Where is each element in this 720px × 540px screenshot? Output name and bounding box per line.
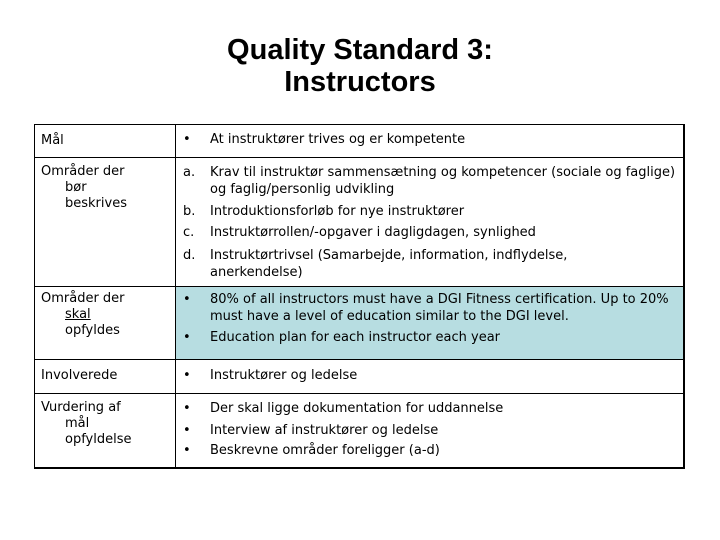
- list-item-text: Beskrevne områder foreligger (a-d): [210, 443, 440, 458]
- column-divider: [175, 125, 176, 157]
- list-item-text: Instruktører og ledelse: [210, 368, 358, 383]
- column-divider: [175, 360, 176, 393]
- list-item-text: Der skal ligge dokumentation for uddannelse: [210, 401, 504, 416]
- row-label-line: Områder der: [41, 164, 125, 179]
- row-label-line: opfyldes: [65, 323, 120, 338]
- row-label-line: Vurdering af: [41, 400, 121, 415]
- list-item-text: Introduktionsforløb for nye instruktører: [210, 204, 465, 219]
- row-label-omraader-beskrives: [41, 164, 171, 212]
- title-line-2: Instructors: [284, 66, 436, 98]
- bullet-icon: •: [183, 443, 191, 458]
- row-label-line: bør: [65, 180, 87, 195]
- list-marker: c.: [183, 225, 195, 240]
- list-marker: b.: [183, 204, 196, 219]
- bullet-icon: •: [183, 330, 191, 345]
- list-item-text: Krav til instruktør sammensætning og kompetencer (sociale og faglige) og faglig/personlig udvikling: [210, 165, 676, 197]
- row-label-involverede: Involverede: [41, 368, 118, 383]
- row-involverede: [35, 360, 683, 394]
- list-marker: a.: [183, 165, 196, 180]
- row-label-maal: Mål: [41, 133, 64, 148]
- row-omraader-beskrives: [35, 158, 683, 287]
- quality-standard-table: [34, 124, 685, 469]
- row-label-omraader-opfyldes: [41, 291, 171, 339]
- row-label-line: Områder der: [41, 291, 125, 306]
- row-label-line: opfyldelse: [65, 432, 132, 447]
- list-item-text: At instruktører trives og er kompetente: [210, 132, 466, 147]
- row-omraader-opfyldes: [35, 287, 683, 360]
- title-line-1: Quality Standard 3:: [227, 34, 493, 66]
- row-label-vurdering: [41, 400, 171, 448]
- row-maal: [35, 125, 683, 158]
- list-item-text: Interview af instruktører og ledelse: [210, 423, 439, 438]
- row-label-line: beskrives: [65, 196, 127, 211]
- page-title: [0, 34, 720, 98]
- row-label-line: skal: [65, 307, 91, 322]
- list-item-text: Education plan for each instructor each year: [210, 330, 501, 345]
- bullet-icon: •: [183, 132, 191, 147]
- list-marker: d.: [183, 248, 196, 263]
- list-item-text: Instruktørtrivsel (Samarbejde, information, indflydelse, anerkendelse): [210, 248, 568, 280]
- list-item-text: 80% of all instructors must have a DGI Fitness certification. Up to 20% must have a level of education similar to the DGI level.: [210, 292, 669, 324]
- list-item-text: Instruktørrollen/-opgaver i dagligdagen, synlighed: [210, 225, 536, 240]
- bullet-icon: •: [183, 423, 191, 438]
- bullet-icon: •: [183, 292, 191, 307]
- row-label-line: mål: [65, 416, 90, 431]
- column-divider: [175, 287, 176, 359]
- column-divider: [175, 158, 176, 286]
- column-divider: [175, 394, 176, 468]
- row-vurdering: [35, 394, 683, 468]
- bullet-icon: •: [183, 368, 191, 383]
- bullet-icon: •: [183, 401, 191, 416]
